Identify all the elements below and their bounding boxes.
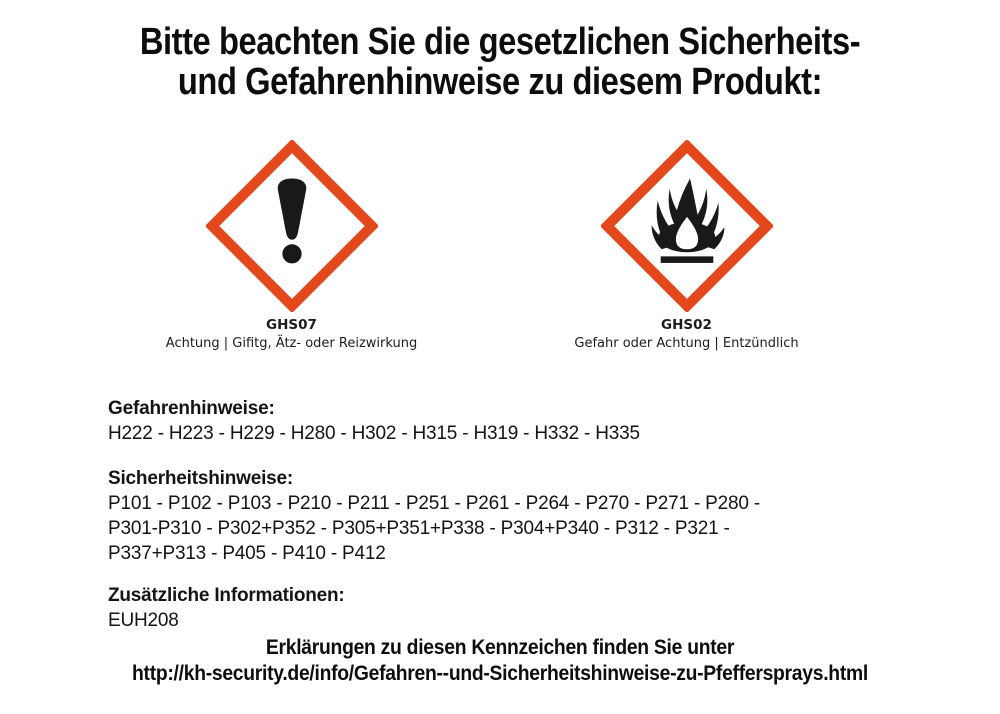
- pictogram-ghs02: [522, 140, 852, 352]
- pictogram-row: [0, 140, 989, 352]
- ghs07-caption-block: [127, 317, 457, 352]
- statement-sections: [0, 396, 1000, 633]
- additional-info-value: EUH208: [108, 610, 179, 631]
- ghs07-code-label: GHS07: [266, 317, 317, 333]
- ghs02-caption-block: [522, 317, 852, 352]
- safety-statements-heading: Sicherheitshinweise:: [108, 468, 294, 489]
- page-title-line-1: Bitte beachten Sie die gesetzlichen Sicherheits-: [139, 21, 861, 63]
- footer-note: [0, 635, 1000, 687]
- additional-info-heading: Zusätzliche Informationen:: [108, 585, 345, 606]
- ghs07-hazard-caption: Achtung | Gifitg, Ätz- oder Reizwirkung: [165, 336, 418, 351]
- page-title-line-2: und Gefahrenhinweise zu diesem Produkt:: [177, 61, 823, 103]
- ghs02-pictogram-icon: [601, 140, 773, 312]
- hazard-statements-heading: Gefahrenhinweise:: [108, 398, 275, 419]
- page-title: [0, 0, 1000, 102]
- flame-underline-bar: [660, 256, 713, 263]
- pictogram-ghs07: [127, 140, 457, 352]
- safety-statements-codes-line-2: P301-P310 - P302+P352 - P305+P351+P338 - P304+P340 - P312 - P321 -: [108, 518, 730, 539]
- footer-explanation-text: Erklärungen zu diesen Kennzeichen finden Sie unter: [265, 636, 735, 659]
- safety-statements-codes-line-1: P101 - P102 - P103 - P210 - P211 - P251 - P261 - P264 - P270 - P271 - P280 -: [108, 493, 760, 514]
- hazard-statements-codes: H222 - H223 - H229 - H280 - H302 - H315 - H319 - H332 - H335: [108, 423, 640, 444]
- additional-info-section: [108, 583, 1000, 633]
- hazard-statements-section: [108, 396, 1000, 446]
- safety-statements-codes-line-3: P337+P313 - P405 - P410 - P412: [108, 543, 386, 564]
- safety-statements-section: [108, 466, 1000, 566]
- ghs02-hazard-caption: Gefahr oder Achtung | Entzündlich: [574, 336, 799, 351]
- footer-info-url: http://kh-security.de/info/Gefahren--und-Sicherheitshinweise-zu-Pfeffersprays.html: [132, 662, 868, 685]
- ghs07-pictogram-icon: [206, 140, 378, 312]
- ghs02-code-label: GHS02: [661, 317, 712, 333]
